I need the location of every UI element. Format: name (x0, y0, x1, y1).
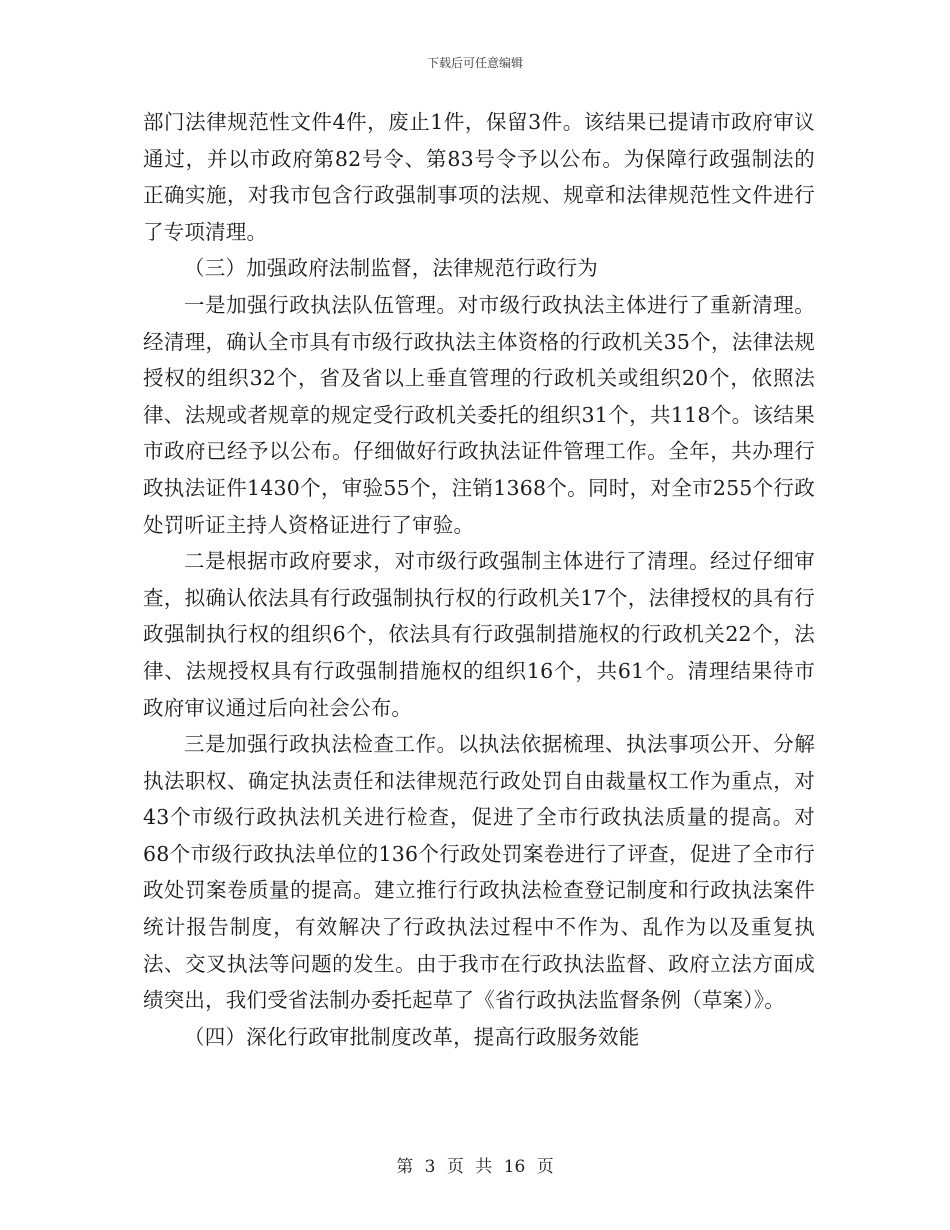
page-header: 下载后可任意编辑 (426, 56, 523, 70)
section-heading-four: （四）深化行政审批制度改革，提高行政服务效能 (184, 1024, 640, 1049)
paragraph-enforcement-inspection: 三是加强行政执法检查工作。以执法依据梳理、执法事项公开、分解执法职权、确定执法责任和法律规范行政处罚自由裁量权工作为重点，对43个市级行政执法机关进行检查，促进了全市行政执法质量的提高。对68个市级行政执法单位的136个行政处罚案卷进行了评查，促进了全市行政处罚案卷质量的提高。建立推行行政执法检查登记制度和行政执法案件统计报告制度，有效解决了行政执法过程中不作为、乱作为以及重复执法、交叉执法等问题的发生。由于我市在行政执法监督、政府立法方面成绩突出，我们受省法制办委托起草了《省行政执法监督条例（草案）》。 (143, 732, 815, 1013)
page-footer: 第 3 页 共 16 页 (396, 1157, 554, 1177)
section-heading-three: （三）加强政府法制监督，法律规范行政行为 (184, 256, 598, 281)
paragraph-continued: 部门法律规范性文件4件，废止1件，保留3件。该结果已提请市政府审议通过，并以市政府第82号令、第83号令予以公布。为保障行政强制法的正确实施，对我市包含行政强制事项的法规、规章和法律规范性文件进行了专项清理。 (143, 110, 815, 244)
document-body (143, 104, 815, 1055)
paragraph-enforcement-team: 一是加强行政执法队伍管理。对市级行政执法主体进行了重新清理。经清理，确认全市具有市级行政执法主体资格的行政机关35个，法律法规授权的组织32个，省及省以上垂直管理的行政机关或组织20个，依照法律、法规或者规章的规定受行政机关委托的组织31个，共118个。该结果市政府已经予以公布。仔细做好行政执法证件管理工作。全年，共办理行政执法证件1430个，审验55个，注销1368个。同时，对全市255个行政处罚听证主持人资格证进行了审验。 (143, 292, 815, 537)
paragraph-coercion-subjects: 二是根据市政府要求，对市级行政强制主体进行了清理。经过仔细审查，拟确认依法具有行政强制执行权的行政机关17个，法律授权的具有行政强制执行权的组织6个，依法具有行政强制措施权的行政机关22个，法律、法规授权具有行政强制措施权的组织16个，共61个。清理结果待市政府审议通过后向社会公布。 (143, 549, 815, 720)
